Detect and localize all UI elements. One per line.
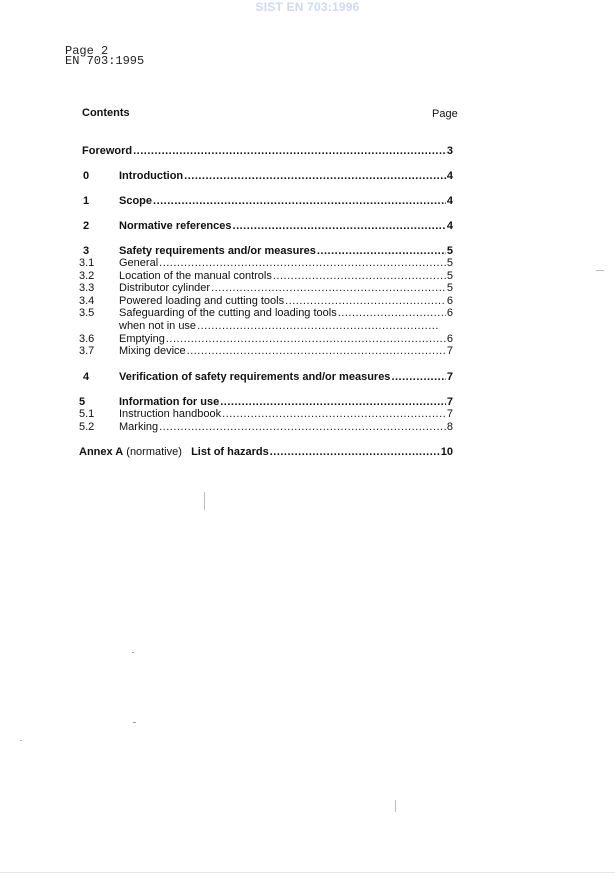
toc-title: Safeguarding of the cutting and loading tools bbox=[119, 307, 337, 319]
toc-number: 4 bbox=[83, 371, 90, 383]
annex-title: List of hazards bbox=[191, 446, 269, 458]
dot-leader bbox=[270, 446, 440, 459]
toc-page-number: 5 bbox=[446, 245, 453, 257]
scan-speck bbox=[204, 492, 205, 510]
annex-label-group bbox=[79, 446, 269, 459]
toc-entry-3-5-continuation bbox=[79, 320, 453, 333]
toc-number: 3.7 bbox=[79, 345, 95, 357]
dot-leader bbox=[197, 320, 439, 333]
toc-entry-3-1[interactable] bbox=[79, 257, 453, 270]
toc-entry-3-7[interactable] bbox=[79, 345, 453, 358]
scan-speck bbox=[20, 740, 22, 741]
toc-title: Marking bbox=[119, 421, 159, 433]
watermark: SIST EN 703:1996 bbox=[255, 0, 360, 14]
dot-leader bbox=[159, 421, 446, 434]
scan-speck bbox=[133, 722, 136, 723]
dot-leader bbox=[184, 170, 446, 183]
toc-page-number: 3 bbox=[446, 145, 453, 157]
toc-number: 2 bbox=[83, 220, 90, 232]
toc-page-number: 4 bbox=[446, 220, 453, 232]
toc-number: 1 bbox=[83, 195, 90, 207]
toc-title: Mixing device bbox=[119, 345, 186, 357]
scan-speck bbox=[395, 800, 396, 812]
toc-page-number: 7 bbox=[446, 396, 453, 408]
annex-label: Annex A bbox=[79, 446, 124, 458]
toc-page-number: 7 bbox=[446, 345, 453, 357]
toc-number: 3.1 bbox=[79, 257, 95, 269]
toc-number: 3.3 bbox=[79, 282, 95, 294]
page-column-label: Page bbox=[432, 108, 458, 120]
toc-entry-1[interactable] bbox=[79, 195, 453, 208]
toc-title: Powered loading and cutting tools bbox=[119, 295, 285, 307]
toc-page-number: 4 bbox=[446, 170, 453, 182]
toc-title: Information for use bbox=[119, 396, 220, 408]
toc-number: 0 bbox=[83, 170, 90, 182]
toc-number: 3 bbox=[83, 245, 90, 257]
toc-title: Emptying bbox=[119, 333, 165, 345]
toc-number: 3.6 bbox=[79, 333, 95, 345]
toc-number: 5.1 bbox=[79, 408, 95, 420]
scan-edge bbox=[0, 872, 615, 873]
dot-leader bbox=[153, 195, 446, 208]
scan-speck bbox=[596, 270, 604, 271]
dot-leader bbox=[222, 408, 446, 421]
toc-page-number: 6 bbox=[446, 333, 453, 345]
toc-title: Location of the manual controls bbox=[119, 270, 272, 282]
toc-entry-foreword[interactable] bbox=[79, 145, 453, 158]
toc-title: Scope bbox=[119, 195, 153, 207]
toc-page-number: 5 bbox=[446, 270, 453, 282]
toc-entry-0[interactable] bbox=[79, 170, 453, 183]
toc-page-number: 5 bbox=[446, 282, 453, 294]
toc-entry-4[interactable] bbox=[79, 371, 453, 384]
scan-speck bbox=[132, 652, 134, 653]
toc-page-number: 4 bbox=[446, 195, 453, 207]
toc-title: Foreword bbox=[82, 145, 133, 157]
dot-leader bbox=[338, 307, 446, 320]
toc-page-number: 10 bbox=[440, 446, 453, 458]
toc-page-number: 6 bbox=[446, 307, 453, 319]
contents-heading: Contents bbox=[82, 107, 130, 119]
toc-entry-3-5[interactable] bbox=[79, 307, 453, 320]
toc-title: Verification of safety requirements and/or measures bbox=[119, 371, 391, 383]
annex-qualifier: (normative) bbox=[126, 446, 182, 458]
dot-leader bbox=[133, 145, 446, 158]
page-number-header: Page 2 bbox=[65, 44, 109, 58]
toc-page-number: 5 bbox=[446, 257, 453, 269]
toc-number: 3.2 bbox=[79, 270, 95, 282]
toc-title: Introduction bbox=[119, 170, 184, 182]
toc-entry-5-2[interactable] bbox=[79, 421, 453, 434]
toc-title: Instruction handbook bbox=[119, 408, 222, 420]
toc-page-number: 6 bbox=[446, 295, 453, 307]
toc-title: Safety requirements and/or measures bbox=[119, 245, 316, 257]
toc-entry-annex-a[interactable] bbox=[79, 446, 453, 459]
toc-page-number: 7 bbox=[446, 408, 453, 420]
toc-title: Distributor cylinder bbox=[119, 282, 211, 294]
toc-title: General bbox=[119, 257, 159, 269]
toc-page-number: 7 bbox=[446, 371, 453, 383]
toc-number: 3.5 bbox=[79, 307, 95, 319]
dot-leader bbox=[159, 257, 446, 270]
dot-leader bbox=[187, 345, 446, 358]
standard-number-header: EN 703:1995 bbox=[65, 54, 145, 68]
dot-leader bbox=[391, 371, 445, 384]
toc-number: 5.2 bbox=[79, 421, 95, 433]
toc-entry-3-3[interactable] bbox=[79, 282, 453, 295]
dot-leader bbox=[211, 282, 446, 295]
dot-leader bbox=[233, 220, 446, 233]
toc-number: 3.4 bbox=[79, 295, 95, 307]
toc-entry-5-1[interactable] bbox=[79, 408, 453, 421]
toc-number: 5 bbox=[79, 396, 86, 408]
toc-page-number: 8 bbox=[446, 421, 453, 433]
toc-title-continuation: when not in use bbox=[119, 320, 197, 332]
toc-entry-2[interactable] bbox=[79, 220, 453, 233]
toc-title: Normative references bbox=[119, 220, 232, 232]
